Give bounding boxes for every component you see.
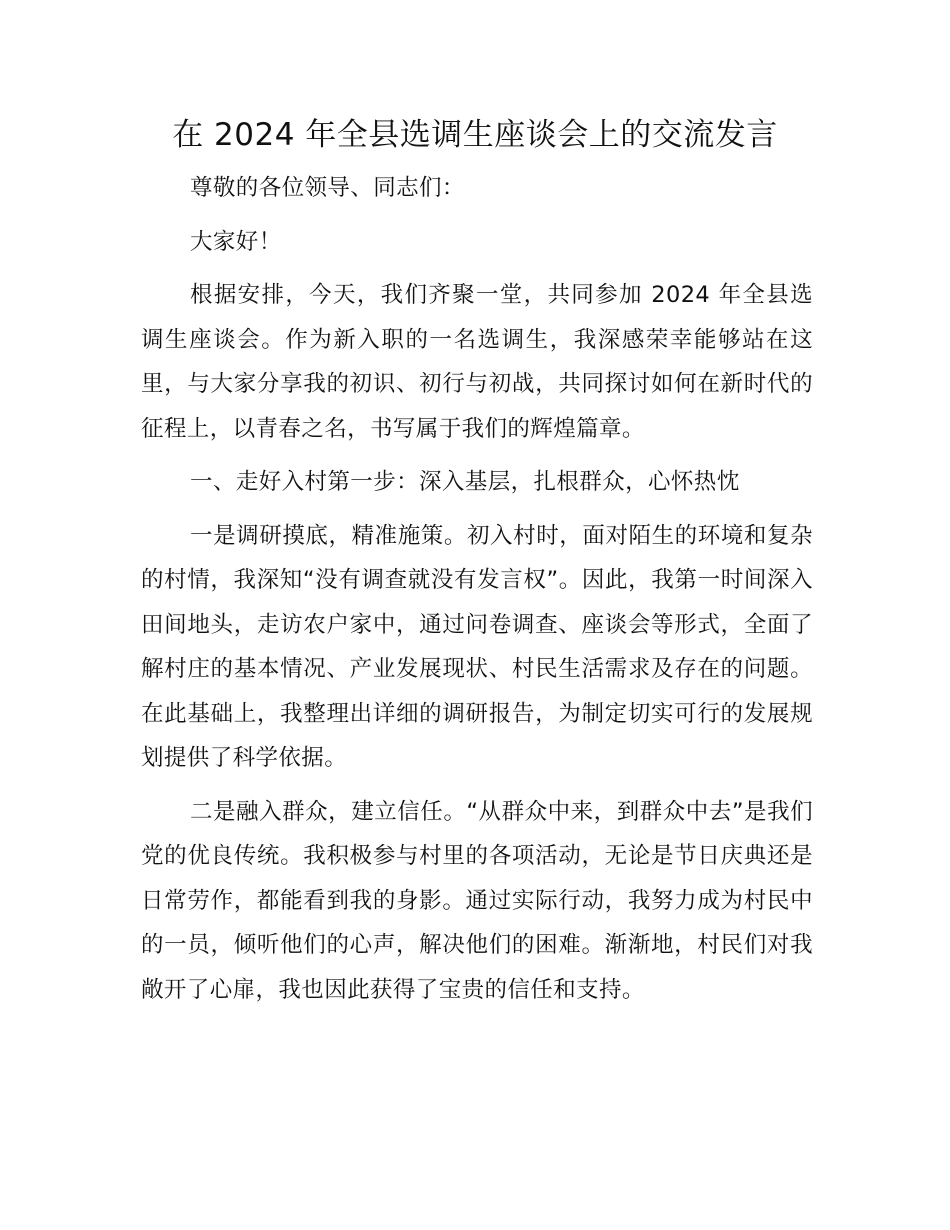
section-heading-1: 一、走好入村第一步：深入基层，扎根群众，心怀热忱 xyxy=(190,469,740,495)
document-title: 在 2024 年全县选调生座谈会上的交流发言 xyxy=(172,117,778,153)
document-body xyxy=(141,166,813,1021)
paragraph-research: 一是调研摸底，精准施策。初入村时，面对陌生的环境和复杂的村情，我深知“没有调查就没有发言权”。因此，我第一时间深入田间地头，走访农户家中，通过问卷调查、座谈会等形式，全面了解村庄的基本情况、产业发展现状、村民生活需求及存在的问题。在此基础上，我整理出详细的调研报告，为制定切实可行的发展规划提供了科学依据。 xyxy=(141,522,813,771)
greeting: 大家好！ xyxy=(190,228,282,255)
paragraph-trust: 二是融入群众，建立信任。“从群众中来，到群众中去”是我们党的优良传统。我积极参与村里的各项活动，无论是节日庆典还是日常劳作，都能看到我的身影。通过实际行动，我努力成为村民中的一员，倾听他们的心声，解决他们的困难。渐渐地，村民们对我敞开了心扉，我也因此获得了宝贵的信任和支持。 xyxy=(141,798,813,1003)
intro-paragraph: 根据安排，今天，我们齐聚一堂，共同参加 2024 年全县选调生座谈会。作为新入职的一名选调生，我深感荣幸能够站在这里，与大家分享我的初识、初行与初战，共同探讨如何在新时代的征程上，以青春之名，书写属于我们的辉煌篇章。 xyxy=(141,282,813,442)
salutation: 尊敬的各位领导、同志们： xyxy=(190,175,465,201)
